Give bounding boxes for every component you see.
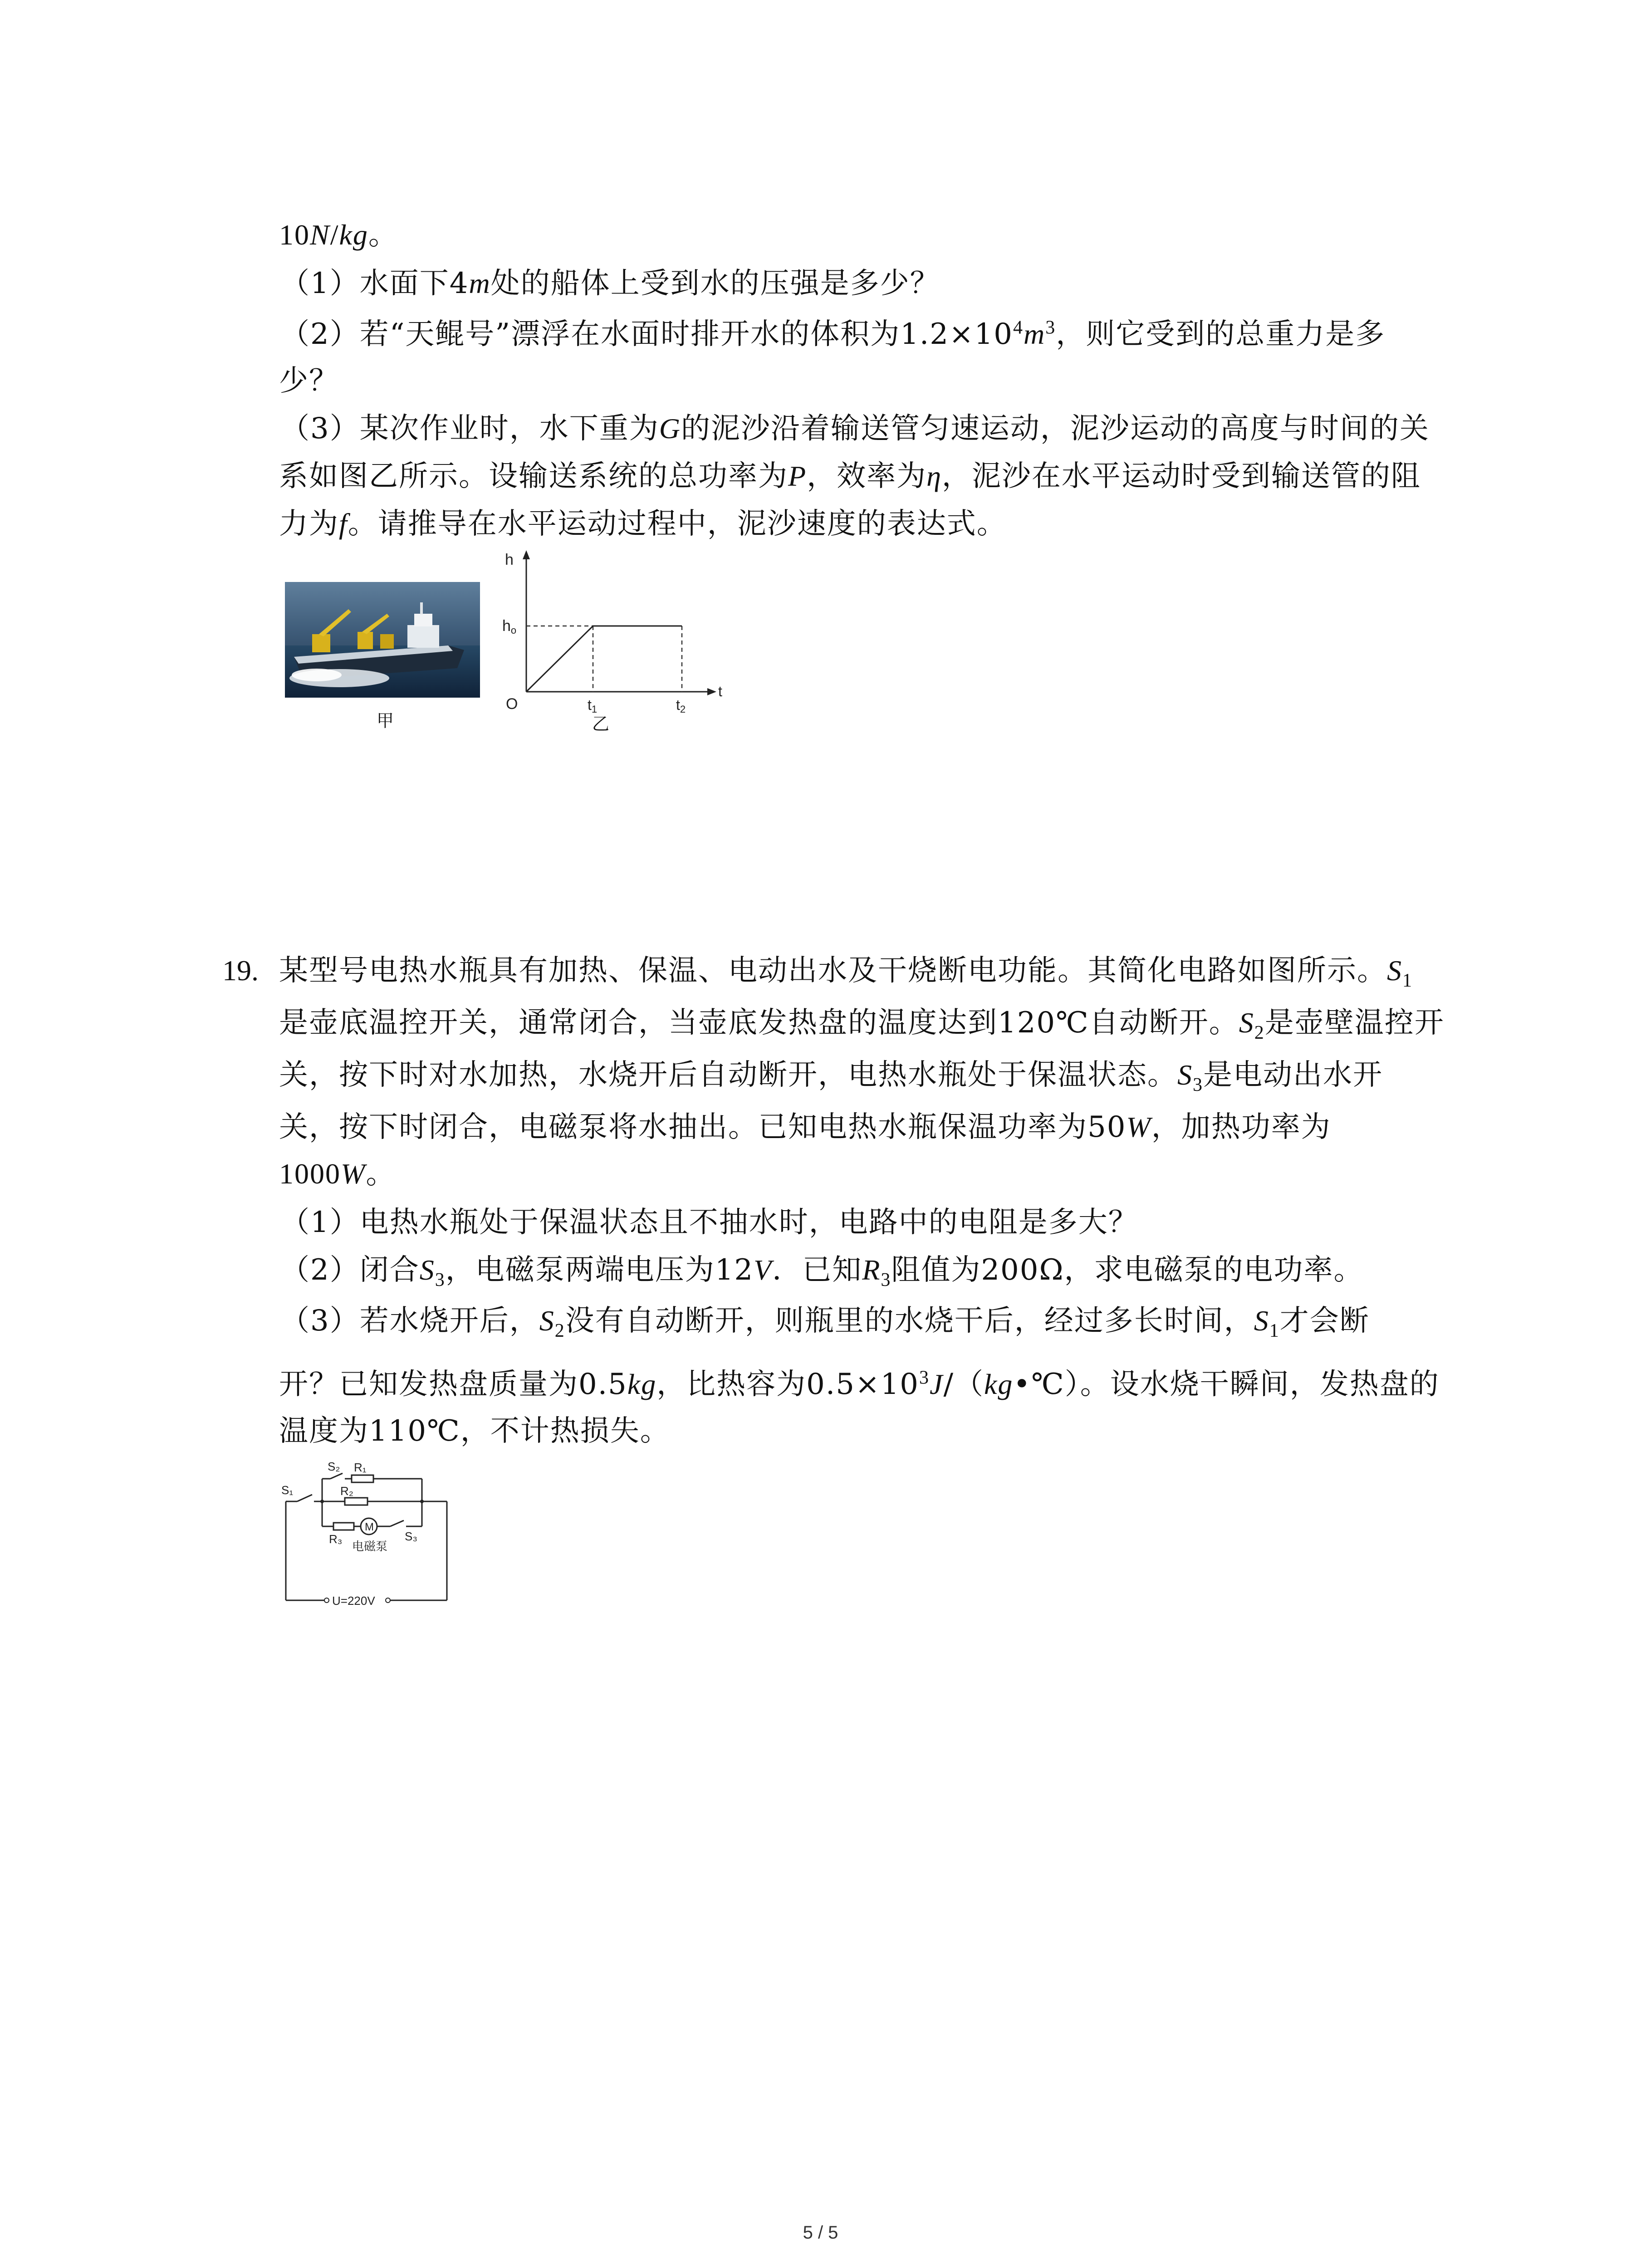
resistor-r2 <box>345 1498 367 1505</box>
h0-label: ho <box>502 617 517 636</box>
label-motor: M <box>365 1521 374 1533</box>
label-s2: S₂ <box>328 1461 340 1473</box>
ship-photo <box>285 582 480 698</box>
q18-gravity-constant: 10N/kg。 <box>279 218 398 252</box>
x-axis-arrow <box>707 688 716 695</box>
q18-subquestion-3-line3: 力为f。请推导在水平运动过程中，泥沙速度的表达式。 <box>279 507 1007 541</box>
q19-subquestion-3: （3）若水烧开后，$S_2$没有自动断开，则瓶里的水烧干后，经过多长时间，$S_1$才会断 <box>280 1304 1370 1341</box>
q19-line-5: 1000W。 <box>279 1157 396 1191</box>
label-r1: R₁ <box>354 1461 367 1474</box>
resistor-r3 <box>333 1523 354 1530</box>
q19-subquestion-1: （1）电热水瓶处于保温状态且不抽水时，电路中的电阻是多大？ <box>280 1206 1138 1239</box>
label-s3: S₃ <box>405 1530 417 1543</box>
switch-s1-blade <box>297 1495 312 1501</box>
resistor-r1 <box>352 1475 373 1482</box>
label-voltage: U=220V <box>332 1594 375 1608</box>
page-number: 5 / 5 <box>803 2223 838 2243</box>
q19-line-1: 某型号电热水瓶具有加热、保温、电动出水及干烧断电功能。其简化电路如图所示。$S_1$ <box>279 954 1413 991</box>
q19-subquestion-2: （2）闭合$S_3$，电磁泵两端电压为12V．已知$R_3$阻值为200Ω，求电磁泵的电功率。 <box>280 1253 1364 1290</box>
label-s1: S₁ <box>281 1483 294 1497</box>
figure-label-yi: 乙 <box>592 714 610 734</box>
question-number-19: 19. <box>222 954 259 987</box>
t2-label: t2 <box>676 697 686 715</box>
circuit-diagram <box>277 1461 458 1615</box>
label-r3: R₃ <box>329 1532 343 1546</box>
y-axis-label: h <box>505 551 514 568</box>
t1-label: t1 <box>588 697 598 715</box>
switch-s3-blade <box>390 1520 404 1526</box>
height-time-graph <box>492 547 728 728</box>
q18-subquestion-3: （3）某次作业时，水下重为G的泥沙沿着输送管匀速运动，泥沙运动的高度与时间的关 <box>280 412 1430 445</box>
origin-label: O <box>506 695 518 713</box>
q19-subquestion-3-line2: 开？已知发热盘质量为0.5kg，比热容为$0.5\times 10^3J/(kg•℃)$。设水烧干瞬间，发热盘的 <box>279 1367 1440 1401</box>
q19-line-3: 关，按下时对水加热，水烧开后自动断开，电热水瓶处于保温状态。$S_3$是电动出水开 <box>279 1058 1383 1095</box>
q19-line-2: 是壶底温控开关，通常闭合，当壶底发热盘的温度达到120℃自动断开。$S_2$是壶壁温控开 <box>279 1006 1445 1043</box>
x-axis-label: t <box>718 683 722 699</box>
q19-subquestion-3-line3: 温度为110℃，不计热损失。 <box>279 1414 670 1448</box>
q18-subquestion-3-line2: 系如图乙所示。设输送系统的总功率为P，效率为η，泥沙在水平运动时受到输送管的阻 <box>279 459 1421 493</box>
label-pump: 电磁泵 <box>352 1540 388 1553</box>
figure-label-jia: 甲 <box>377 711 394 731</box>
q19-line-4: 关，按下时闭合，电磁泵将水抽出。已知电热水瓶保温功率为50W，加热功率为 <box>279 1110 1331 1144</box>
q18-subquestion-2: （2）若“天鲲号”漂浮在水面时排开水的体积为$1.2\times 10^4m^3$，则它受到的总重力是多 <box>280 317 1386 351</box>
q18-subquestion-1: （1）水面下4m处的船体上受到水的压强是多少？ <box>280 267 940 300</box>
y-axis-arrow <box>523 550 530 559</box>
label-r2: R₂ <box>340 1484 353 1498</box>
q18-subquestion-2-cont: 少？ <box>279 364 339 398</box>
height-curve <box>526 626 682 692</box>
switch-s2-blade <box>330 1473 343 1479</box>
